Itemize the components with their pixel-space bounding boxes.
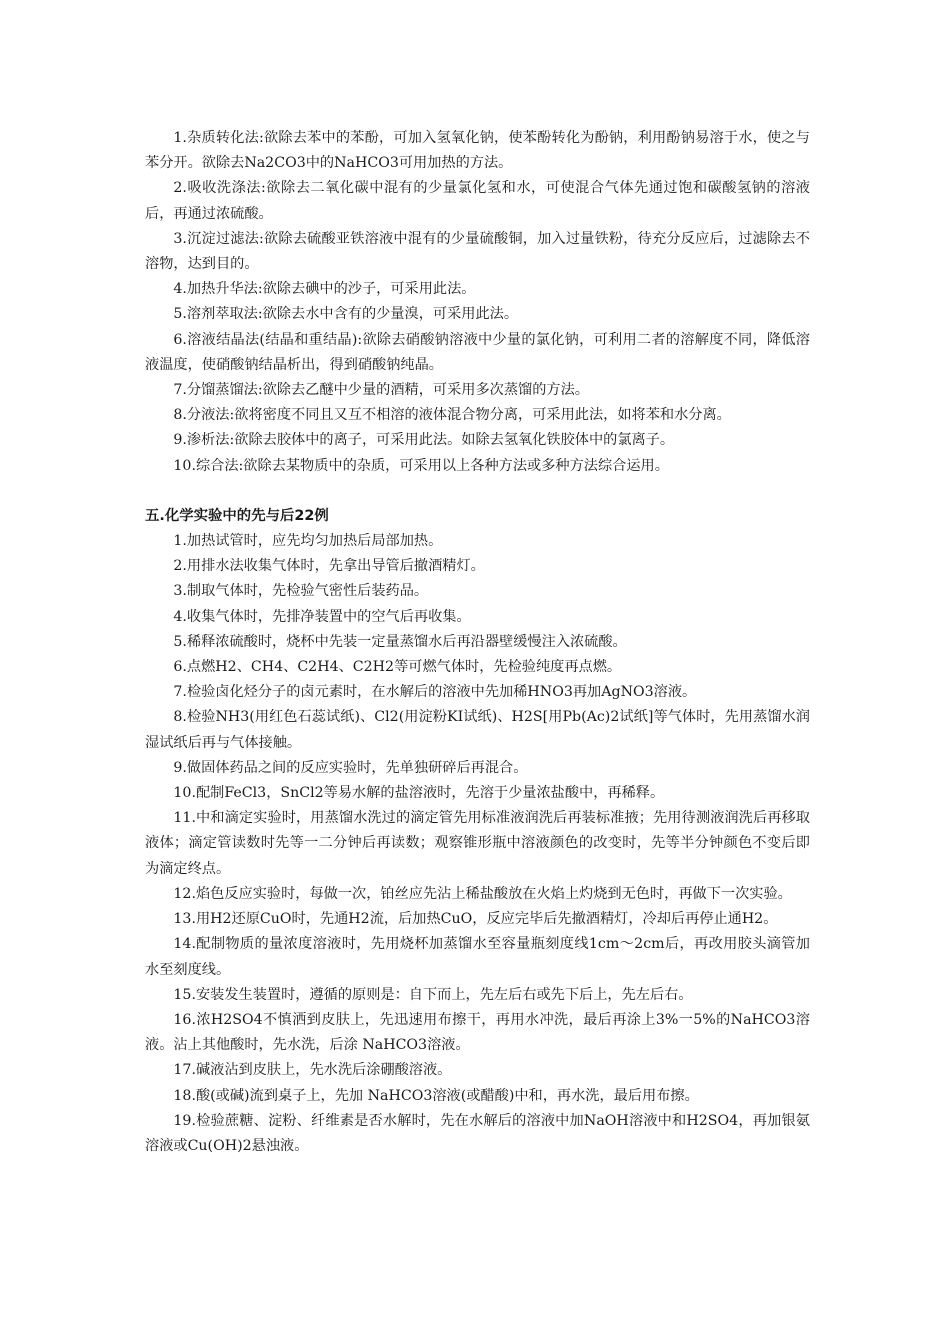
list-item: 4.加热升华法:欲除去碘中的沙子，可采用此法。 xyxy=(173,281,476,298)
list-item: 1.加热试管时，应先均匀加热后局部加热。 xyxy=(173,533,443,550)
list-item: 12.焰色反应实验时，每做一次，铂丝应先沾上稀盐酸放在火焰上灼烧到无色时，再做下一次实验。 xyxy=(173,885,792,902)
list-item: 19.检验蔗糖、淀粉、纤维素是否水解时，先在水解后的溶液中加NaOH溶液中和H2SO4，再加银氨溶液或Cu(OH)2悬浊液。 xyxy=(145,1112,810,1154)
list-item: 7.分馏蒸馏法:欲除去乙醚中少量的酒精，可采用多次蒸馏的方法。 xyxy=(173,382,589,399)
list-item: 17.碱液沾到皮肤上，先水洗后涂硼酸溶液。 xyxy=(173,1062,452,1079)
list-item: 15.安装发生装置时，遵循的原则是：自下而上，先左后右或先下后上，先左后右。 xyxy=(173,986,693,1003)
list-item: 9.渗析法:欲除去胶体中的离子，可采用此法。如除去氢氧化铁胶体中的氯离子。 xyxy=(173,432,675,449)
list-item: 8.检验NH3(用红色石蕊试纸)、Cl2(用淀粉KI试纸)、H2S[用Pb(Ac)2试纸]等气体时，先用蒸馏水润湿试纸后再与气体接触。 xyxy=(145,709,810,751)
list-item: 14.配制物质的量浓度溶液时，先用烧杯加蒸馏水至容量瓶刻度线1cm～2cm后，再改用胶头滴管加水至刻度线。 xyxy=(145,936,810,978)
section-four-list xyxy=(145,126,810,479)
list-item: 16.浓H2SO4不慎洒到皮肤上，先迅速用布擦干，再用水冲洗，最后再涂上3%一5%的NaHCO3溶液。沾上其他酸时，先水洗，后涂 NaHCO3溶液。 xyxy=(145,1011,810,1054)
list-item: 8.分液法:欲将密度不同且又互不相溶的液体混合物分离，可采用此法，如将苯和水分离。 xyxy=(173,407,731,424)
list-item: 18.酸(或碱)流到桌子上，先加 NaHCO3溶液(或醋酸)中和，再水洗，最后用布擦。 xyxy=(173,1087,699,1104)
list-item: 2.吸收洗涤法:欲除去二氧化碳中混有的少量氯化氢和水，可使混合气体先通过饱和碳酸氢钠的溶液后，再通过浓硫酸。 xyxy=(145,180,810,222)
section-five-list xyxy=(145,529,810,1159)
section-five-heading: 五.化学实验中的先与后22例 xyxy=(145,507,329,524)
list-item: 3.沉淀过滤法:欲除去硫酸亚铁溶液中混有的少量硫酸铜，加入过量铁粉，待充分反应后，过滤除去不溶物，达到目的。 xyxy=(145,230,810,273)
list-item: 11.中和滴定实验时，用蒸馏水洗过的滴定管先用标准液润洗后再装标准掖；先用待测液润洗后再移取液体；滴定管读数时先等一二分钟后再读数；观察锥形瓶中溶液颜色的改变时，先等半分钟颜色不变后即为滴定终点。 xyxy=(145,810,810,877)
list-item: 5.稀释浓硫酸时，烧杯中先装一定量蒸馏水后再沿器壁缓慢注入浓硫酸。 xyxy=(173,633,627,650)
list-item: 7.检验卤化烃分子的卤元素时，在水解后的溶液中先加稀HNO3再加AgNO3溶液。 xyxy=(173,684,697,701)
list-item: 13.用H2还原CuO时，先通H2流，后加热CuO，反应完毕后先撤酒精灯，冷却后再停止通H2。 xyxy=(173,911,778,928)
list-item: 10.综合法:欲除去某物质中的杂质，可采用以上各种方法或多种方法综合运用。 xyxy=(173,457,669,474)
list-item: 5.溶剂萃取法:欲除去水中含有的少量溴，可采用此法。 xyxy=(173,306,519,323)
document-page xyxy=(145,126,810,1159)
list-item: 4.收集气体时，先排净装置中的空气后再收集。 xyxy=(173,608,471,625)
list-item: 6.溶液结晶法(结晶和重结晶):欲除去硝酸钠溶液中少量的氯化钠，可利用二者的溶解度不同，降低溶液温度，使硝酸钠结晶析出，得到硝酸钠纯晶。 xyxy=(145,331,810,373)
list-item: 3.制取气体时，先检验气密性后装药品。 xyxy=(173,583,429,600)
list-item: 2.用排水法收集气体时，先拿出导管后撤酒精灯。 xyxy=(173,558,485,575)
list-item: 9.做固体药品之间的反应实验时，先单独研碎后再混合。 xyxy=(173,759,528,776)
list-item: 10.配制FeCl3，SnCl2等易水解的盐溶液时，先溶于少量浓盐酸中，再稀释。 xyxy=(173,785,665,802)
list-item: 6.点燃H2、CH4、C2H4、C2H2等可燃气体时，先检验纯度再点燃。 xyxy=(173,659,622,676)
list-item: 1.杂质转化法:欲除去苯中的苯酚，可加入氢氧化钠，使苯酚转化为酚钠，利用酚钠易溶于水，使之与苯分开。欲除去Na2CO3中的NaHCO3可用加热的方法。 xyxy=(145,130,810,172)
